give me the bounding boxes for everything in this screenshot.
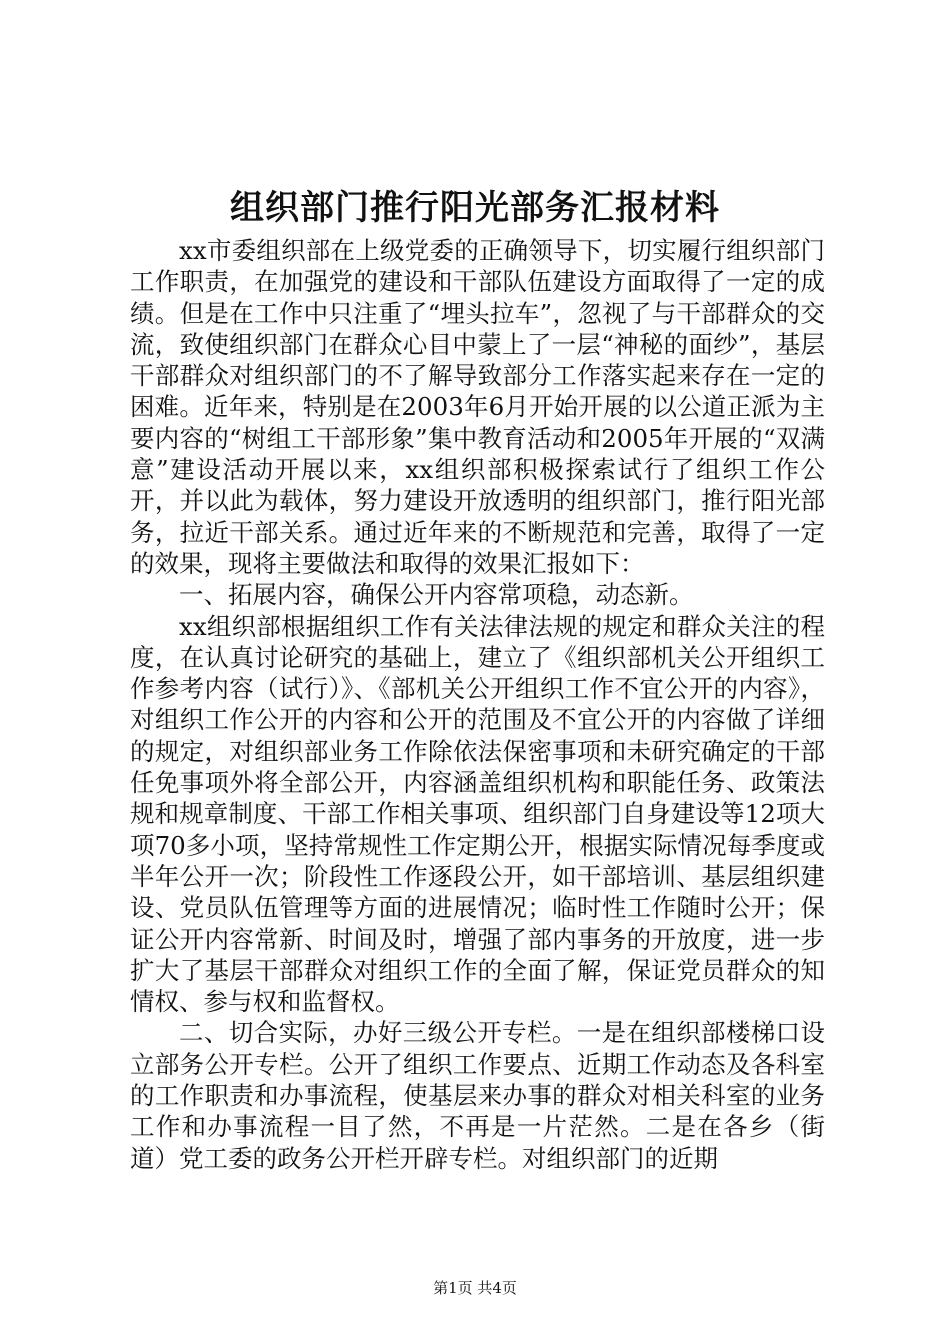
document-title: 组织部门推行阳光部务汇报材料 bbox=[230, 188, 720, 228]
page-footer: 第1页 共4页 bbox=[433, 1279, 517, 1297]
document-body bbox=[130, 235, 825, 1174]
paragraph-content-1: xx组织部根据组织工作有关法律法规的规定和群众关注的程度，在认真讨论研究的基础上，建立了《组织部机关公开组织工作参考内容（试行）》、《部机关公开组织工作不宜公开的内容》，对组织工作公开的内容和公开的范围及不宜公开的内容做了详细的规定，对组织部业务工作除依法保密事项和未研究确定的干部任免事项外将全部公开，内容涵盖组织机构和职能任务、政策法规和规章制度、干部工作相关事项、组织部门自身建设等12项大项70多小项，坚持常规性工作定期公开，根据实际情况每季度或半年公开一次；阶段性工作逐段公开，如干部培训、基层组织建设、党员队伍管理等方面的进展情况；临时性工作随时公开；保证公开内容常新、时间及时，增强了部内事务的开放度，进一步扩大了基层干部群众对组织工作的全面了解，保证党员群众的知情权、参与权和监督权。 bbox=[130, 611, 825, 1017]
paragraph-heading-1: 一、拓展内容，确保公开内容常项稳，动态新。 bbox=[179, 580, 694, 610]
paragraph-intro: xx市委组织部在上级党委的正确领导下，切实履行组织部门工作职责，在加强党的建设和干部队伍建设方面取得了一定的成绩。但是在工作中只注重了“埋头拉车”，忽视了与干部群众的交流，致使组织部门在群众心目中蒙上了一层“神秘的面纱”，基层干部群众对组织部门的不了解导致部分工作落实起来存在一定的困难。近年来，特别是在2003年6月开始开展的以公道正派为主要内容的“树组工干部形象”集中教育活动和2005年开展的“双满意”建设活动开展以来，xx组织部积极探索试行了组织工作公开，并以此为载体，努力建设开放透明的组织部门，推行阳光部务，拉近干部关系。通过近年来的不断规范和完善，取得了一定的效果，现将主要做法和取得的效果汇报如下： bbox=[130, 236, 825, 578]
paragraph-heading-2: 二、切合实际，办好三级公开专栏。一是在组织部楼梯口设立部务公开专栏。公开了组织工作要点、近期工作动态及各科室的工作职责和办事流程，使基层来办事的群众对相关科室的业务工作和办事流程一目了然，不再是一片茫然。二是在各乡（街道）党工委的政务公开栏开辟专栏。对组织部门的近期 bbox=[130, 1018, 825, 1173]
